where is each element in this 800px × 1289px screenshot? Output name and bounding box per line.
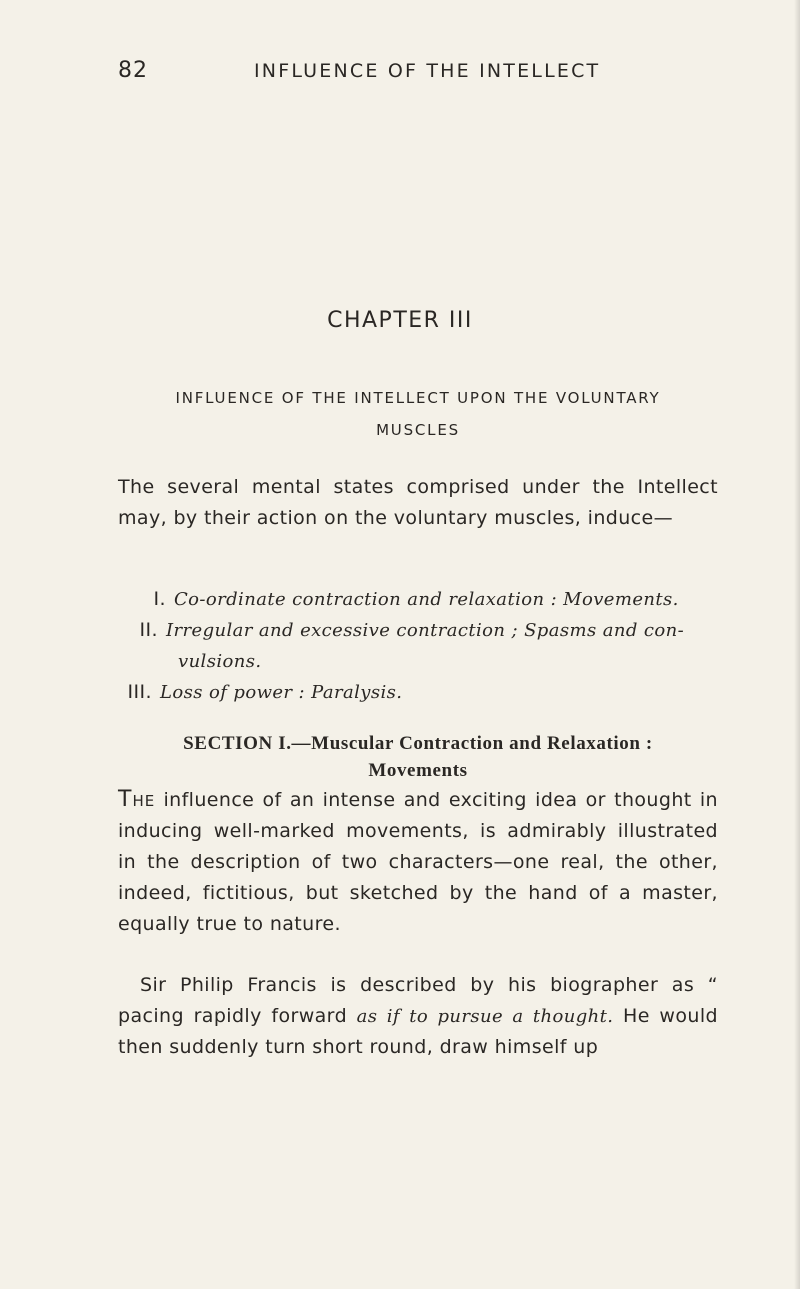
chapter-subtitle-line-1: INFLUENCE OF THE INTELLECT UPON THE VOLUNTARY (175, 389, 661, 407)
paragraph-lead-word: The (118, 787, 156, 812)
effects-list (118, 584, 718, 708)
body-paragraph (118, 784, 718, 940)
chapter-subtitle (118, 382, 718, 446)
list-item (118, 584, 718, 615)
list-item-text: Loss of power : Paralysis. (160, 682, 403, 703)
chapter-title: CHAPTER III (327, 308, 473, 333)
list-item-text: Co-ordinate contraction and relaxation : Movements. (174, 589, 679, 610)
paragraph-text: influence of an intense and exciting idea or thought in inducing well-marked movements, is admirably illustrated in the description of two characters—one real, the other, indeed, fictitious, but sketched by the hand of a master, equally true to nature. (118, 789, 718, 935)
paragraph-text-continued: He would then suddenly turn short round, draw himself up (118, 1005, 718, 1058)
list-item (118, 677, 718, 708)
section-heading-line-1: SECTION I.—Muscular Contraction and Relaxation : (183, 733, 653, 754)
list-item-continuation: vulsions. (178, 651, 262, 672)
list-item (118, 615, 718, 677)
section-heading-line-2: Movements (368, 760, 468, 781)
list-item-number: III. (127, 681, 152, 703)
page-edge-shadow (794, 0, 800, 1289)
chapter-subtitle-line-2: MUSCLES (376, 421, 460, 439)
paragraph-italic-text: as if to pursue a thought. (356, 1006, 614, 1027)
body-paragraph (118, 970, 718, 1063)
list-item-number: II. (139, 619, 158, 641)
intro-paragraph: The several mental states comprised under the Intellect may, by their action on the voluntary muscles, induce— (118, 476, 718, 529)
page-number: 82 (118, 58, 148, 83)
list-item-text: Irregular and excessive contraction ; Spasms and con- (166, 620, 685, 641)
running-head (118, 58, 718, 88)
running-title: INFLUENCE OF THE INTELLECT (254, 60, 601, 82)
list-item-number: I. (153, 588, 166, 610)
paragraph-text: Sir Philip Francis is described by his biographer as “ pacing rapidly forward (118, 974, 718, 1027)
section-heading (118, 730, 718, 784)
